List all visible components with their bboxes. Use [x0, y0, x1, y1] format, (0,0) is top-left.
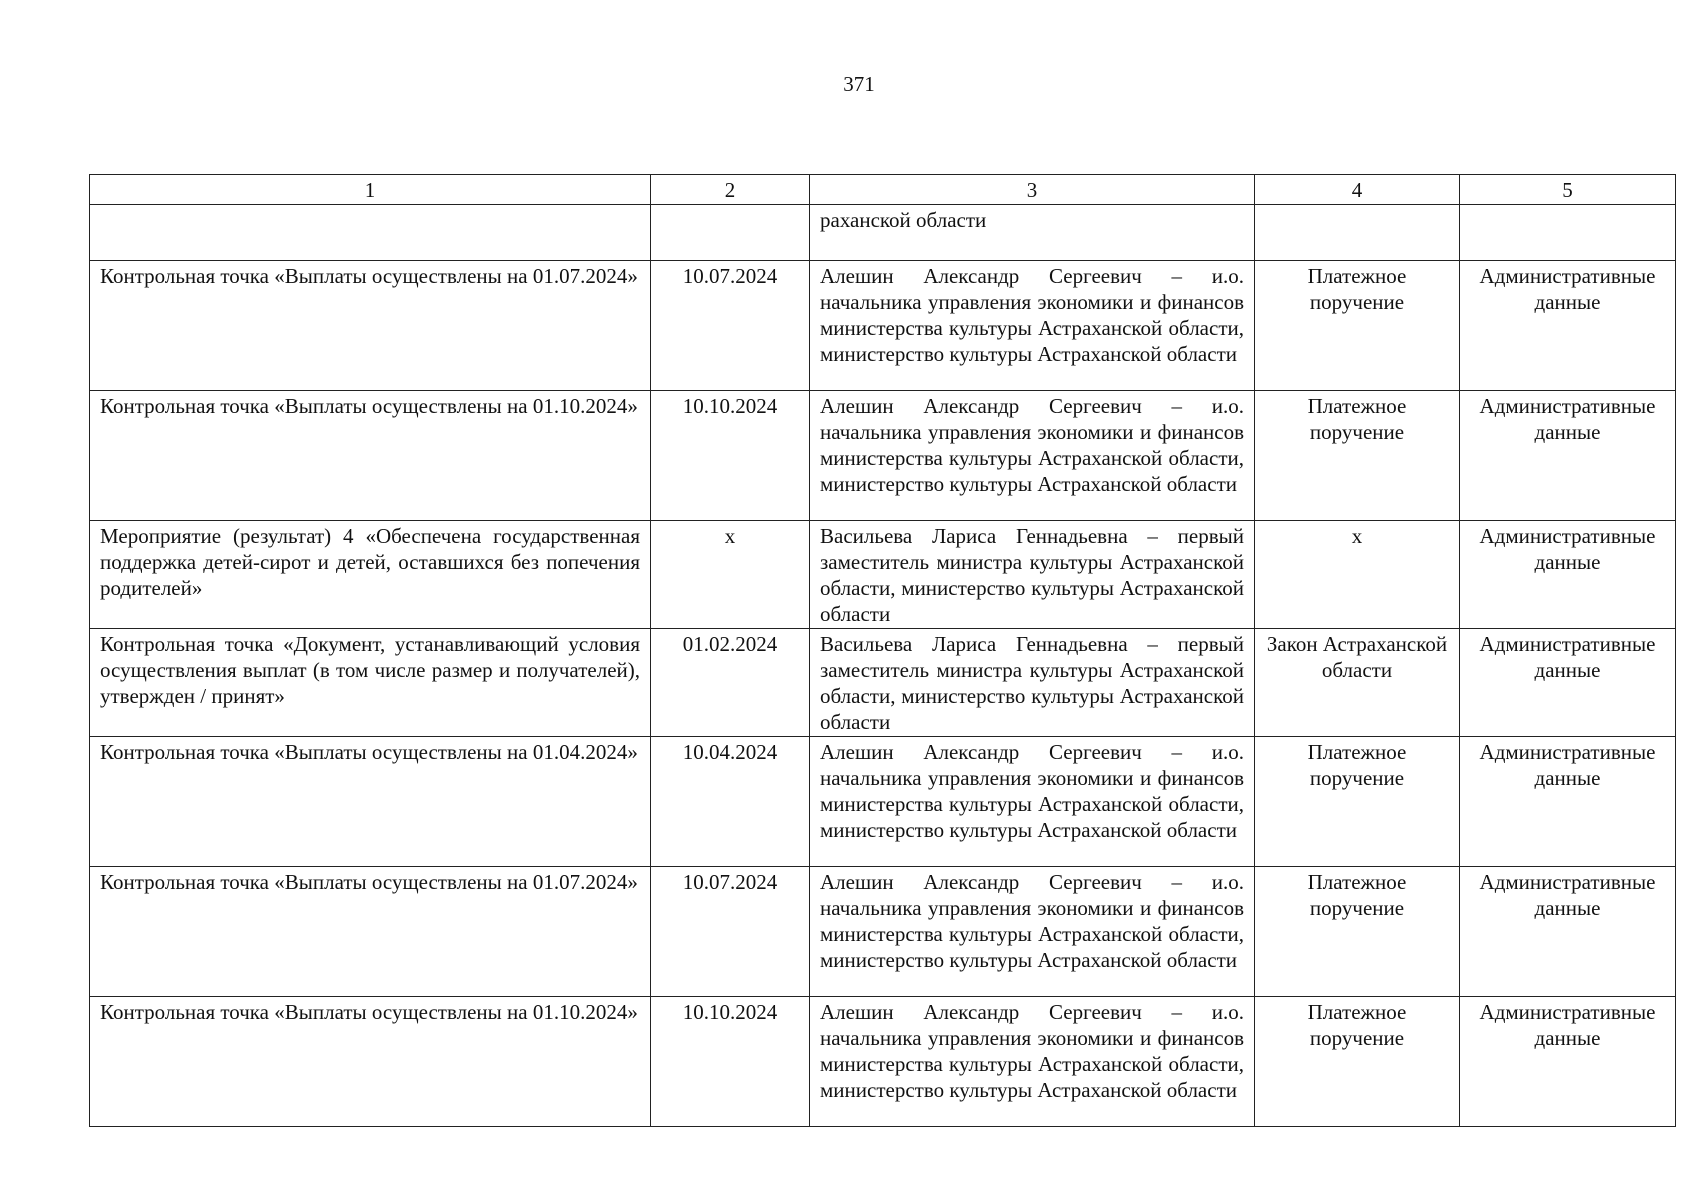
document-type-cell: х — [1255, 521, 1460, 629]
responsible-cell: Алешин Александр Сергеевич – и.о. начальника управления экономики и финансов министерства культуры Астраханской области, министерство культуры Астраханской области — [810, 737, 1255, 867]
date-cell: 10.04.2024 — [651, 737, 810, 867]
info-source-cell — [1460, 205, 1676, 261]
header-cell: 2 — [651, 175, 810, 205]
document-type-cell: Платежное поручение — [1255, 997, 1460, 1127]
document-type-cell: Платежное поручение — [1255, 867, 1460, 997]
header-cell: 5 — [1460, 175, 1676, 205]
event-cell: Контрольная точка «Выплаты осуществлены на 01.10.2024» — [90, 997, 651, 1127]
document-type-cell: Платежное поручение — [1255, 391, 1460, 521]
date-cell: х — [651, 521, 810, 629]
event-cell: Контрольная точка «Документ, устанавливающий условия осуществления выплат (в том числе размер и получателей), утвержден / принят» — [90, 629, 651, 737]
responsible-cell: Алешин Александр Сергеевич – и.о. начальника управления экономики и финансов министерства культуры Астраханской области, министерство культуры Астраханской области — [810, 997, 1255, 1127]
page-number: 371 — [843, 72, 875, 96]
responsible-cell: раханской области — [810, 205, 1255, 261]
responsible-cell: Алешин Александр Сергеевич – и.о. начальника управления экономики и финансов министерства культуры Астраханской области, министерство культуры Астраханской области — [810, 261, 1255, 391]
info-source-cell: Административные данные — [1460, 867, 1676, 997]
header-cell: 3 — [810, 175, 1255, 205]
event-cell: Контрольная точка «Выплаты осуществлены на 01.04.2024» — [90, 737, 651, 867]
responsible-cell: Алешин Александр Сергеевич – и.о. начальника управления экономики и финансов министерства культуры Астраханской области, министерство культуры Астраханской области — [810, 867, 1255, 997]
data-table — [89, 174, 1676, 1127]
table-row — [90, 867, 1676, 997]
event-cell: Контрольная точка «Выплаты осуществлены на 01.10.2024» — [90, 391, 651, 521]
table-row — [90, 205, 1676, 261]
header-cell: 4 — [1255, 175, 1460, 205]
table-row — [90, 261, 1676, 391]
table-row — [90, 391, 1676, 521]
date-cell: 01.02.2024 — [651, 629, 810, 737]
table-row — [90, 737, 1676, 867]
document-type-cell: Закон Астраханской области — [1255, 629, 1460, 737]
header-cell: 1 — [90, 175, 651, 205]
event-cell: Контрольная точка «Выплаты осуществлены на 01.07.2024» — [90, 867, 651, 997]
table-row — [90, 629, 1676, 737]
date-cell: 10.10.2024 — [651, 997, 810, 1127]
date-cell: 10.07.2024 — [651, 261, 810, 391]
responsible-cell: Васильева Лариса Геннадьевна – первый заместитель министра культуры Астраханской области, министерство культуры Астраханской области — [810, 629, 1255, 737]
info-source-cell: Административные данные — [1460, 261, 1676, 391]
table-row — [90, 997, 1676, 1127]
info-source-cell: Административные данные — [1460, 391, 1676, 521]
responsible-cell: Алешин Александр Сергеевич – и.о. начальника управления экономики и финансов министерства культуры Астраханской области, министерство культуры Астраханской области — [810, 391, 1255, 521]
date-cell: 10.10.2024 — [651, 391, 810, 521]
document-type-cell: Платежное поручение — [1255, 737, 1460, 867]
header-row — [90, 175, 1676, 205]
event-cell: Мероприятие (результат) 4 «Обеспечена государственная поддержка детей-сирот и детей, оставшихся без попечения родителей» — [90, 521, 651, 629]
table-row — [90, 521, 1676, 629]
event-cell: Контрольная точка «Выплаты осуществлены на 01.07.2024» — [90, 261, 651, 391]
info-source-cell: Административные данные — [1460, 737, 1676, 867]
document-type-cell — [1255, 205, 1460, 261]
info-source-cell: Административные данные — [1460, 997, 1676, 1127]
info-source-cell: Административные данные — [1460, 629, 1676, 737]
date-cell: 10.07.2024 — [651, 867, 810, 997]
document-type-cell: Платежное поручение — [1255, 261, 1460, 391]
date-cell — [651, 205, 810, 261]
responsible-cell: Васильева Лариса Геннадьевна – первый заместитель министра культуры Астраханской области, министерство культуры Астраханской области — [810, 521, 1255, 629]
event-cell — [90, 205, 651, 261]
info-source-cell: Административные данные — [1460, 521, 1676, 629]
